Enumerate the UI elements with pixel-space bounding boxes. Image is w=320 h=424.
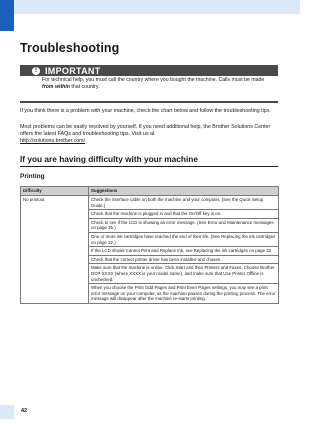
section-rule [20, 166, 278, 167]
header-difficulty: Difficulty [21, 187, 89, 196]
troubleshooting-table [20, 186, 279, 304]
important-text-start: For technical help, you must call the country where you bought the machine. Calls must be made [42, 77, 265, 83]
important-notice [20, 65, 278, 99]
intro-paragraph-2-text: Most problems can be easily resolved by yourself. If you need additional help, the Brother Solutions Center offers the latest FAQs and troubleshooting tips. Visit us at [20, 124, 271, 138]
suggestion-cell: Make sure that the machine is online. Click Start and then Printers and Faxes. Choose Brother DCP-XXXX (where XXXX is your model name), and make sure that Use Printer Offline is unchecked. [89, 264, 279, 284]
header-suggestions: Suggestions [89, 187, 279, 196]
page-number-tab [0, 405, 14, 419]
suggestion-cell: Check the interface cable on both the machine and your computer. (See the Quick Setup Guide.) [89, 196, 279, 210]
important-text-end: that country. [69, 84, 100, 90]
suggestion-cell: If the LCD shows Cannot Print and Replace Ink, see Replacing the ink cartridges on page 32. [89, 247, 279, 256]
suggestion-cell: One or more ink cartridges have reached the end of their life. (See Replacing the ink cartridges on page 32.) [89, 232, 279, 246]
solutions-center-link[interactable]: http://solutions.brother.com/ [20, 138, 86, 145]
page-number: 42 [21, 408, 28, 414]
table-row [21, 196, 279, 210]
important-header [20, 65, 278, 76]
top-color-band [0, 0, 300, 14]
section-title: If you are having difficulty with your machine [20, 154, 198, 164]
suggestion-cell: Check that the machine is plugged in and that the On/Off key is on. [89, 210, 279, 219]
important-bottom-rule [20, 101, 278, 103]
difficulty-cell: No printout [21, 196, 89, 304]
important-label: IMPORTANT [45, 65, 101, 76]
suggestion-cell: Check that the correct printer driver has been installed and chosen. [89, 255, 279, 264]
suggestion-cell: When you choose the Print Odd Pages and Print Even Pages settings, you may see a print error message on your computer, as the machine pauses during the printing process. The error message will disappear after the machine re-starts printing. [89, 284, 279, 304]
table-header-row [21, 187, 279, 196]
intro-paragraph-2 [20, 124, 278, 146]
intro-paragraph-1: If you think there is a problem with your machine, check the chart below and follow the troubleshooting tips. [20, 108, 271, 114]
chapter-tab-top [0, 0, 14, 14]
exclamation-icon: ! [32, 67, 40, 75]
chapter-tab-marker [0, 14, 14, 31]
important-text [20, 76, 270, 91]
important-emphasis: from within [42, 84, 70, 90]
subsection-title: Printing [20, 173, 45, 180]
page-title: Troubleshooting [20, 41, 120, 55]
suggestion-cell: Check to see if the LCD is showing an error message. (See Error and Maintenance messages on page 35.) [89, 218, 279, 232]
